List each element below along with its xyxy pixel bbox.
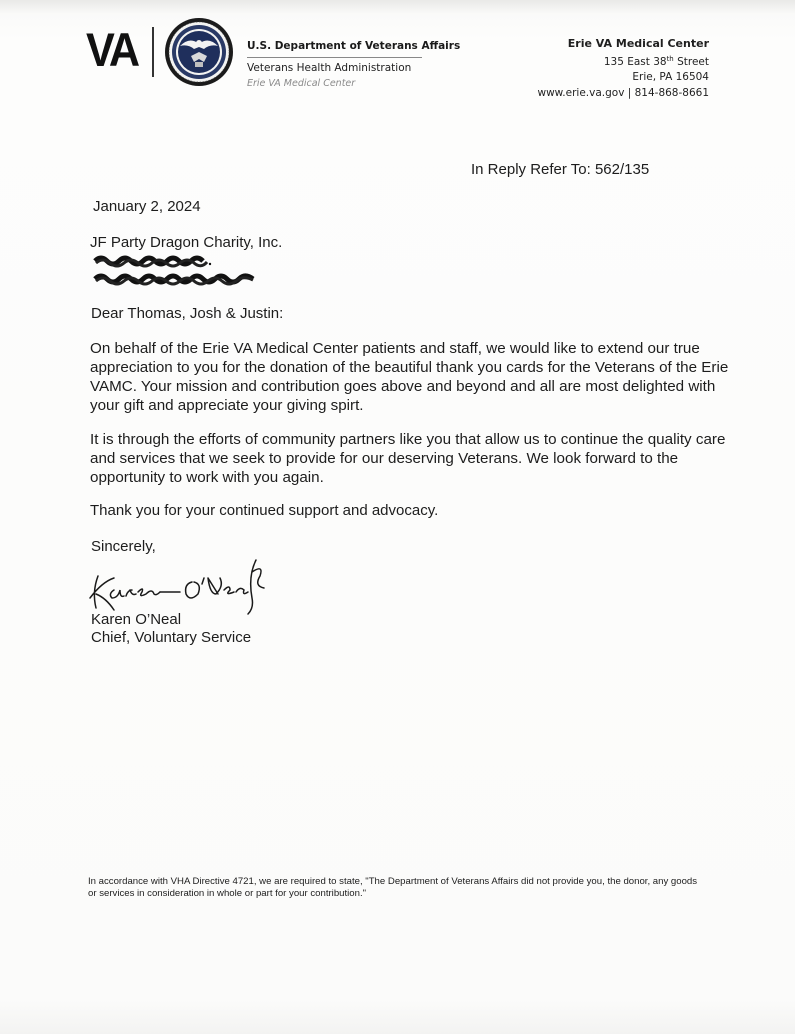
medical-center-name: Erie VA Medical Center bbox=[567, 37, 709, 50]
redacted-address-line-2 bbox=[93, 272, 259, 286]
city-state-zip: Erie, PA 16504 bbox=[632, 71, 709, 83]
body-paragraph-1: On behalf of the Erie VA Medical Center patients and staff, we would like to extend our true appreciation to you for the donation of the beautiful thank you cards for the Veterans of the Erie VAMC. Your mission and contribution goes above and beyond and all are most delighted with your gift and appreciate your giving spirt. bbox=[90, 340, 729, 414]
street-name: Street bbox=[673, 55, 709, 68]
thanks-line: Thank you for your continued support and advocacy. bbox=[90, 502, 439, 519]
va-logo: VA bbox=[86, 23, 138, 76]
department-name: U.S. Department of Veterans Affairs bbox=[247, 40, 461, 52]
street-ordinal: th bbox=[666, 54, 674, 63]
logo-divider bbox=[152, 27, 154, 77]
signer-title: Chief, Voluntary Service bbox=[91, 629, 252, 646]
recipient-name: JF Party Dragon Charity, Inc. bbox=[90, 234, 283, 251]
facility-name-italic: Erie VA Medical Center bbox=[247, 78, 356, 89]
department-rule bbox=[247, 57, 422, 58]
street-address bbox=[537, 52, 709, 71]
administration-name: Veterans Health Administration bbox=[247, 62, 412, 74]
letter-date: January 2, 2024 bbox=[93, 198, 201, 215]
signer-name: Karen O’Neal bbox=[91, 611, 182, 628]
website-phone: www.erie.va.gov | 814-868-8661 bbox=[537, 86, 709, 99]
salutation: Dear Thomas, Josh & Justin: bbox=[91, 305, 284, 322]
reply-reference: In Reply Refer To: 562/135 bbox=[471, 161, 650, 178]
va-seal-icon bbox=[164, 16, 234, 88]
handwritten-signature bbox=[84, 552, 284, 618]
street-number: 135 East 38 bbox=[603, 55, 667, 68]
body-paragraph-2: It is through the efforts of community partners like you that allow us to continue the quality care and services that we seek to provide for our deserving Veterans. We look forward to the opportunity to work with you again. bbox=[90, 431, 726, 486]
contact-block bbox=[537, 36, 709, 101]
vha-directive-footnote: In accordance with VHA Directive 4721, we are required to state, "The Department of Veterans Affairs did not provide you, the donor, any goods or services in consideration in whole or part for your contribution." bbox=[88, 876, 698, 899]
redacted-address-line-1 bbox=[93, 254, 213, 268]
closing: Sincerely, bbox=[91, 538, 156, 555]
